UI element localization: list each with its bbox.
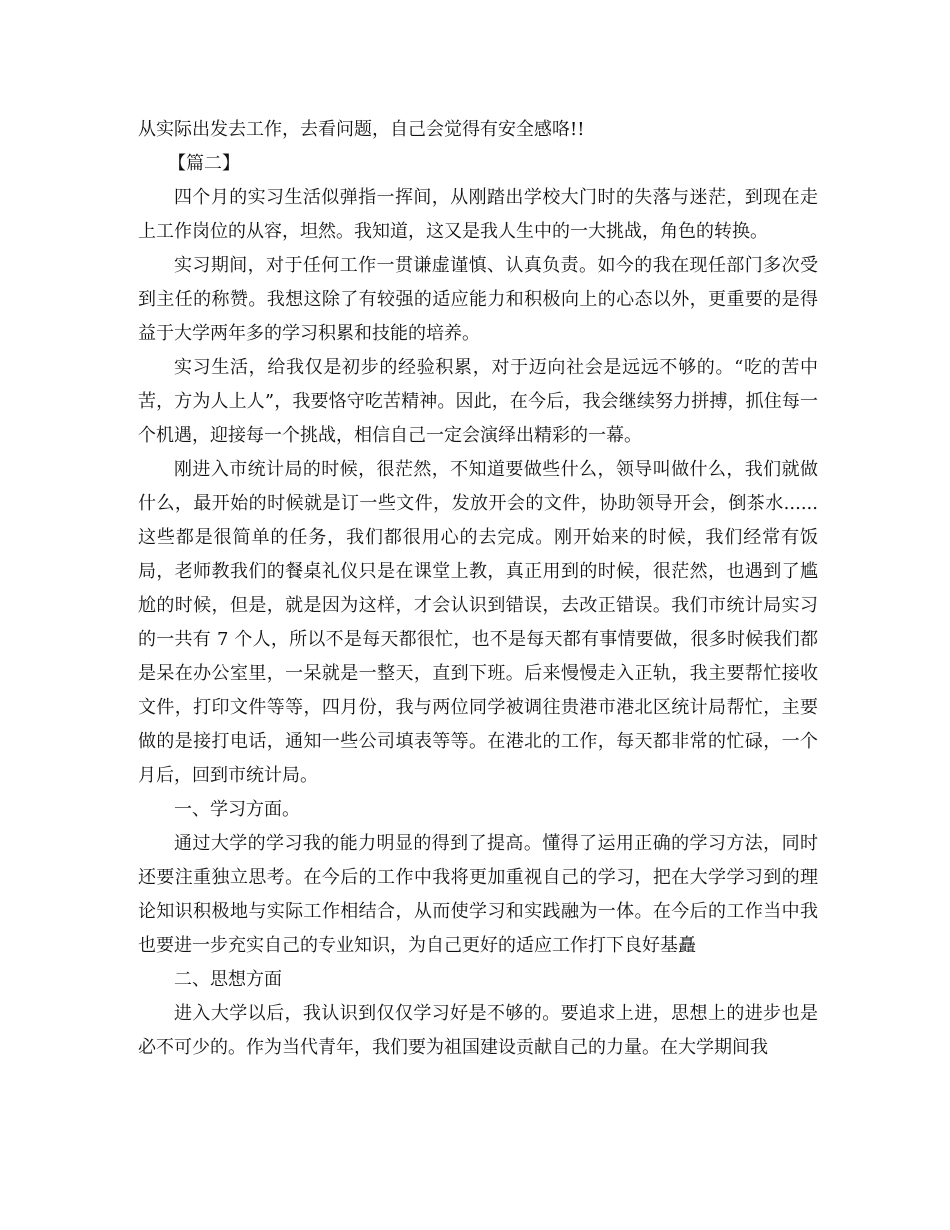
paragraph-statistics-bureau: 刚进入市统计局的时候，很茫然，不知道要做些什么，领导叫做什么，我们就做什么，最开始的时候就是订一些文件，发放开会的文件，协助领导开会，倒茶水......这些都是很简单的任务，我们都很用心的去完成。刚开始来的时候，我们经常有饭局，老师教我们的餐桌礼仪只是在课堂上教，真正用到的时候，很茫然，也遇到了尴尬的时候，但是，就是因为这样，才会认识到错误，去改正错误。我们市统计局实习的一共有 7 个人，所以不是每天都很忙，也不是每天都有事情要做，很多时候我们都是呆在办公室里，一呆就是一整天，直到下班。后来慢慢走入正轨，我主要帮忙接收文件，打印文件等等，四月份，我与两位同学被调往贵港市港北区统计局帮忙，主要做的是接打电话，通知一些公司填表等等。在港北的工作，每天都非常的忙碌，一个月后，回到市统计局。	[138, 459, 818, 786]
paragraph-intro: 从实际出发去工作，去看问题，自己会觉得有安全感咯!!	[138, 119, 585, 140]
paragraph-internship-summary: 四个月的实习生活似弹指一挥间，从刚踏出学校大门时的失落与迷茫，到现在走上工作岗位的从容，坦然。我知道，这又是我人生中的一大挑战，角色的转换。	[138, 187, 818, 242]
paragraph-work-attitude: 实习期间，对于任何工作一贯谦虚谨慎、认真负责。如今的我在现任部门多次受到主任的称赞。我想这除了有较强的适应能力和积极向上的心态以外，更重要的是得益于大学两年多的学习积累和技能的培养。	[138, 255, 818, 344]
paragraph-study: 通过大学的学习我的能力明显的得到了提高。懂得了运用正确的学习方法，同时还要注重独立思考。在今后的工作中我将更加重视自己的学习，把在大学学习到的理论知识积极地与实际工作相结合，从而使学习和实践融为一体。在今后的工作当中我也要进一步充实自己的专业知识，为自己更好的适应工作打下良好基矗	[138, 833, 818, 956]
section-title: 【篇二】	[168, 153, 240, 174]
document-body	[138, 113, 818, 1065]
heading-study: 一、学习方面。	[174, 799, 300, 820]
paragraph-thought: 进入大学以后，我认识到仅仅学习好是不够的。要追求上进，思想上的进步也是必不可少的。作为当代青年，我们要为祖国建设贡献自己的力量。在大学期间我	[138, 1003, 818, 1058]
paragraph-experience: 实习生活，给我仅是初步的经验积累，对于迈向社会是远远不够的。“吃的苦中苦，方为人上人”，我要恪守吃苦精神。因此，在今后，我会继续努力拼搏，抓住每一个机遇，迎接每一个挑战，相信自己一定会演绎出精彩的一幕。	[138, 357, 818, 446]
heading-thought: 二、思想方面	[174, 969, 282, 990]
